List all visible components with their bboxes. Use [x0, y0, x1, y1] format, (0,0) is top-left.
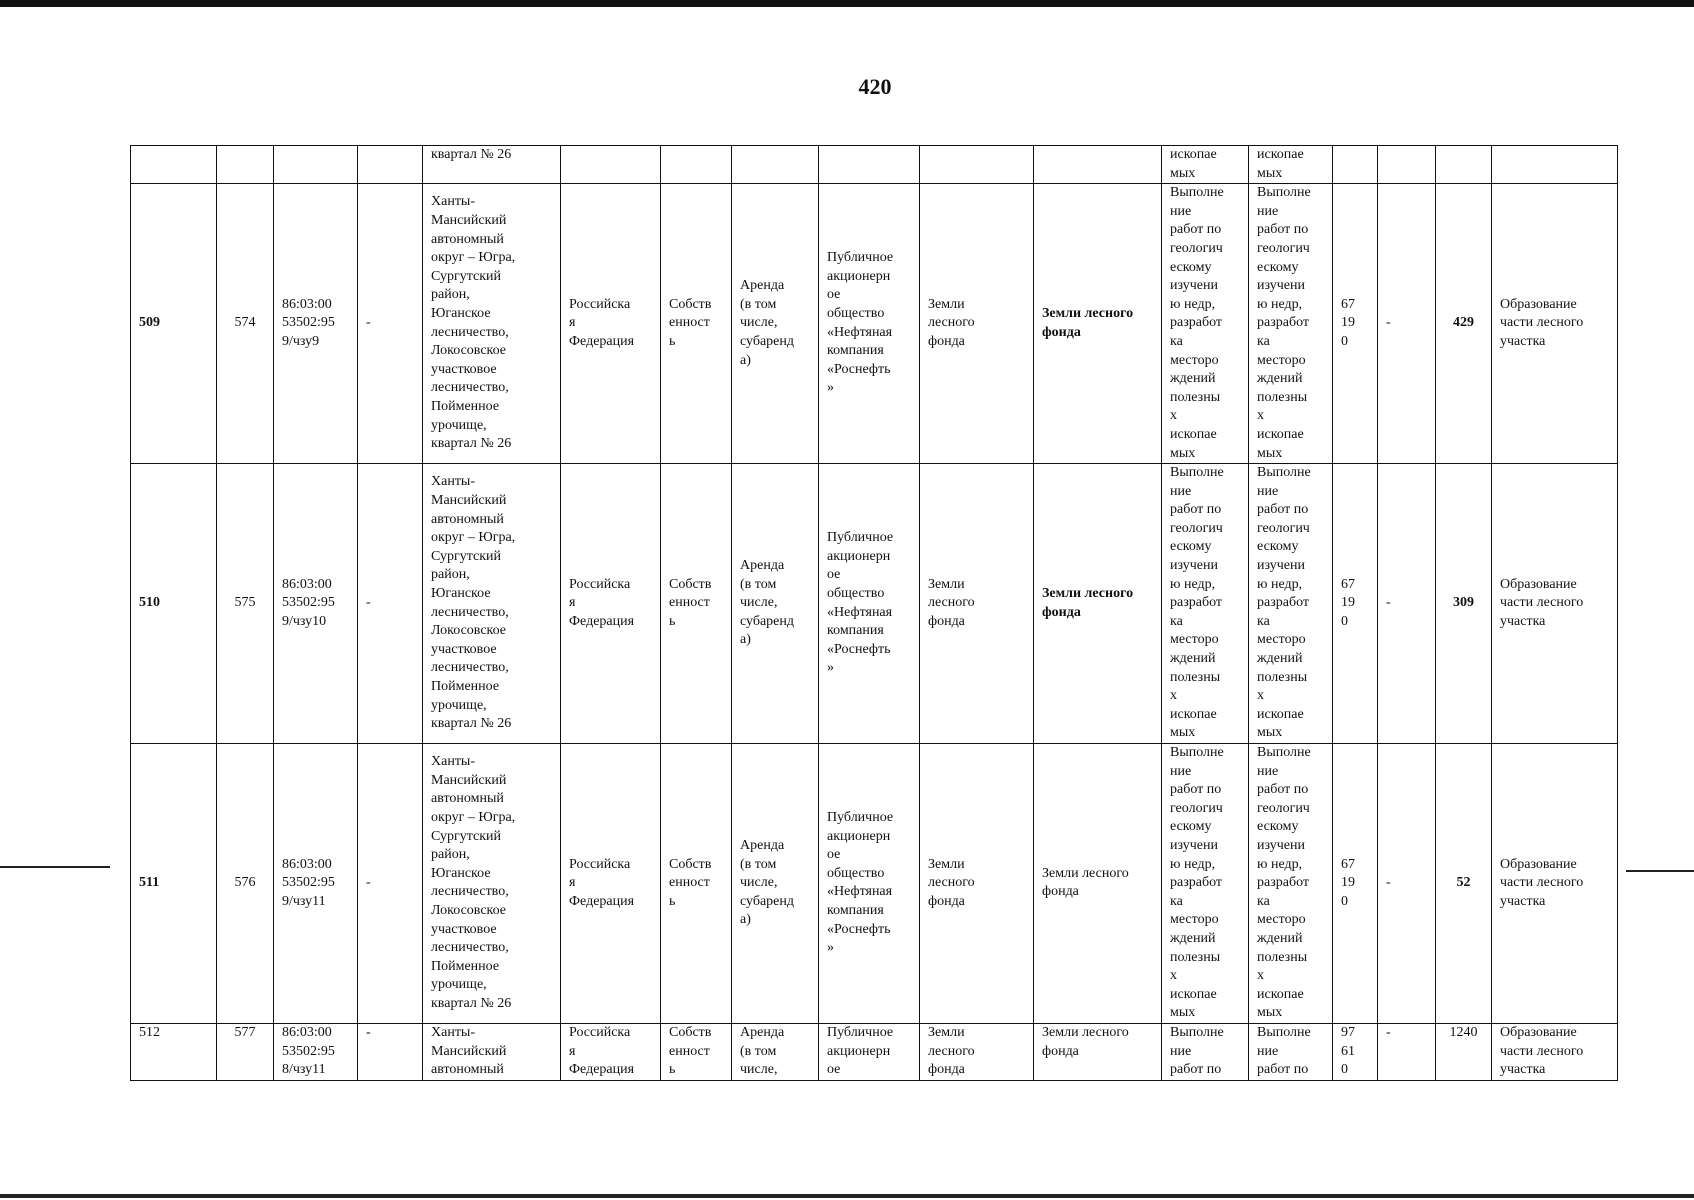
scan-artifact-left [0, 866, 110, 868]
encumbrance: Аренда (в том числе, субаренд а) [732, 464, 819, 744]
permitted-use: Выполне ние работ по геологич ескому изучени ю недр, разработ ка месторо ждений полезны х ископае мых [1162, 464, 1249, 744]
row-number: 511 [131, 744, 217, 1024]
cadastral-number: 86:03:00 53502:95 8/чзу11 [274, 1023, 358, 1080]
right-type [661, 146, 732, 184]
record-number: 576 [217, 744, 274, 1024]
right-type: Собств енност ь [661, 184, 732, 464]
empty-marker: - [358, 464, 423, 744]
owner [561, 146, 661, 184]
encumbrance [732, 146, 819, 184]
cadastral-number: 86:03:00 53502:95 9/чзу11 [274, 744, 358, 1024]
table-row [131, 146, 1618, 184]
actual-use: ископае мых [1249, 146, 1333, 184]
record-number: 574 [217, 184, 274, 464]
top-border [0, 0, 1694, 7]
land-category [920, 146, 1034, 184]
actual-use: Выполне ние работ по [1249, 1023, 1333, 1080]
code: 67 19 0 [1333, 464, 1378, 744]
land-type: Земли лесного фонда [1034, 464, 1162, 744]
code [1333, 146, 1378, 184]
land-category: Земли лесного фонда [920, 1023, 1034, 1080]
purpose: Образование части лесного участка [1492, 744, 1618, 1024]
owner: Российска я Федерация [561, 1023, 661, 1080]
land-type [1034, 146, 1162, 184]
land-register-table [130, 145, 1618, 1081]
right-type: Собств енност ь [661, 1023, 732, 1080]
empty-marker-2: - [1378, 1023, 1436, 1080]
table-row [131, 184, 1618, 464]
page-number: 420 [858, 74, 892, 99]
permitted-use: Выполне ние работ по [1162, 1023, 1249, 1080]
location: квартал № 26 [423, 146, 561, 184]
empty-marker: - [358, 184, 423, 464]
empty-marker-2 [1378, 146, 1436, 184]
right-holder: Публичное акционерн ое общество «Нефтяная компания «Роснефть » [819, 744, 920, 1024]
table-row [131, 464, 1618, 744]
area: 429 [1436, 184, 1492, 464]
code: 67 19 0 [1333, 184, 1378, 464]
encumbrance: Аренда (в том числе, [732, 1023, 819, 1080]
permitted-use: ископае мых [1162, 146, 1249, 184]
table-row [131, 1023, 1618, 1080]
empty-marker: - [358, 1023, 423, 1080]
right-holder [819, 146, 920, 184]
empty-marker-2: - [1378, 744, 1436, 1024]
empty-marker-2: - [1378, 464, 1436, 744]
encumbrance: Аренда (в том числе, субаренд а) [732, 184, 819, 464]
actual-use: Выполне ние работ по геологич ескому изучени ю недр, разработ ка месторо ждений полезны х ископае мых [1249, 744, 1333, 1024]
right-type: Собств енност ь [661, 464, 732, 744]
code: 67 19 0 [1333, 744, 1378, 1024]
right-holder: Публичное акционерн ое [819, 1023, 920, 1080]
actual-use: Выполне ние работ по геологич ескому изучени ю недр, разработ ка месторо ждений полезны х ископае мых [1249, 464, 1333, 744]
location: Ханты- Мансийский автономный округ – Югра, Сургутский район, Юганское лесничество, Локосовское участковое лесничество, Пойменное урочище, квартал № 26 [423, 744, 561, 1024]
actual-use: Выполне ние работ по геологич ескому изучени ю недр, разработ ка месторо ждений полезны х ископае мых [1249, 184, 1333, 464]
cadastral-number: 86:03:00 53502:95 9/чзу10 [274, 464, 358, 744]
area: 1240 [1436, 1023, 1492, 1080]
code: 97 61 0 [1333, 1023, 1378, 1080]
purpose [1492, 146, 1618, 184]
permitted-use: Выполне ние работ по геологич ескому изучени ю недр, разработ ка месторо ждений полезны х ископае мых [1162, 184, 1249, 464]
cadastral-number [274, 146, 358, 184]
land-type: Земли лесного фонда [1034, 744, 1162, 1024]
area [1436, 146, 1492, 184]
encumbrance: Аренда (в том числе, субаренд а) [732, 744, 819, 1024]
record-number: 577 [217, 1023, 274, 1080]
purpose: Образование части лесного участка [1492, 464, 1618, 744]
bottom-border [0, 1194, 1694, 1198]
row-number: 509 [131, 184, 217, 464]
row-number [131, 146, 217, 184]
right-holder: Публичное акционерн ое общество «Нефтяная компания «Роснефть » [819, 464, 920, 744]
land-category: Земли лесного фонда [920, 464, 1034, 744]
land-type: Земли лесного фонда [1034, 1023, 1162, 1080]
empty-marker-2: - [1378, 184, 1436, 464]
land-type: Земли лесного фонда [1034, 184, 1162, 464]
empty-marker [358, 146, 423, 184]
purpose: Образование части лесного участка [1492, 1023, 1618, 1080]
location: Ханты- Мансийский автономный [423, 1023, 561, 1080]
scan-artifact-right [1626, 870, 1694, 872]
land-category: Земли лесного фонда [920, 184, 1034, 464]
right-holder: Публичное акционерн ое общество «Нефтяная компания «Роснефть » [819, 184, 920, 464]
row-number: 510 [131, 464, 217, 744]
owner: Российска я Федерация [561, 464, 661, 744]
location: Ханты- Мансийский автономный округ – Югра, Сургутский район, Юганское лесничество, Локосовское участковое лесничество, Пойменное урочище, квартал № 26 [423, 184, 561, 464]
land-category: Земли лесного фонда [920, 744, 1034, 1024]
purpose: Образование части лесного участка [1492, 184, 1618, 464]
table-row [131, 744, 1618, 1024]
owner: Российска я Федерация [561, 744, 661, 1024]
permitted-use: Выполне ние работ по геологич ескому изучени ю недр, разработ ка месторо ждений полезны х ископае мых [1162, 744, 1249, 1024]
right-type: Собств енност ь [661, 744, 732, 1024]
record-number [217, 146, 274, 184]
area: 309 [1436, 464, 1492, 744]
area: 52 [1436, 744, 1492, 1024]
record-number: 575 [217, 464, 274, 744]
empty-marker: - [358, 744, 423, 1024]
cadastral-number: 86:03:00 53502:95 9/чзу9 [274, 184, 358, 464]
row-number: 512 [131, 1023, 217, 1080]
location: Ханты- Мансийский автономный округ – Югра, Сургутский район, Юганское лесничество, Локосовское участковое лесничество, Пойменное урочище, квартал № 26 [423, 464, 561, 744]
owner: Российска я Федерация [561, 184, 661, 464]
